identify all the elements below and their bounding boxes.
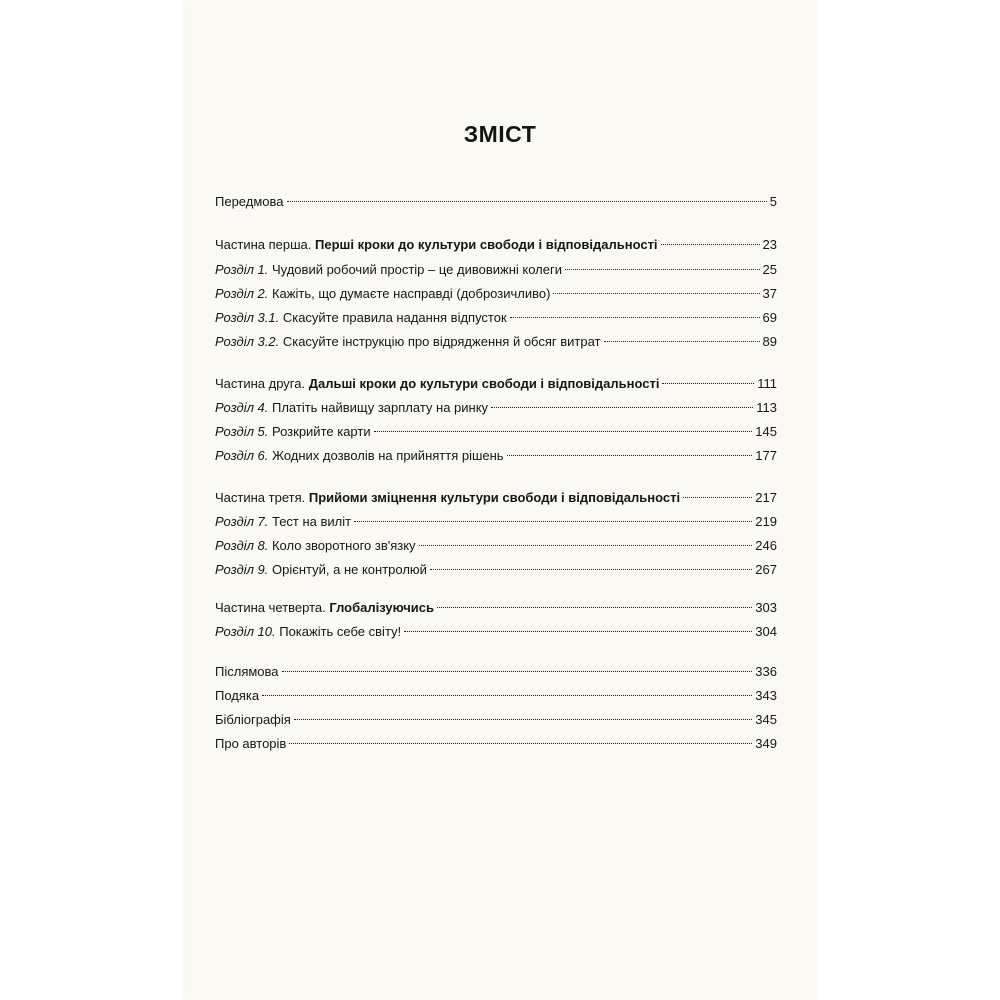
- page-number: 111: [757, 376, 777, 391]
- toc-entry-part-3[interactable]: Частина третя. Прийоми зміцнення культури свободи і відповідальності 217: [215, 490, 777, 505]
- page-number: 25: [762, 262, 777, 277]
- page-number: 304: [755, 624, 777, 639]
- toc-entry-chapter-10[interactable]: Розділ 10. Покажіть себе світу! 304: [215, 624, 777, 639]
- toc-entry-chapter-4[interactable]: Розділ 4. Платіть найвищу зарплату на ринку 113: [215, 400, 777, 415]
- page-title: ЗМІСТ: [463, 121, 537, 147]
- toc-entry-part-4[interactable]: Частина четверта. Глобалізуючись 303: [215, 600, 777, 615]
- page-number: 145: [755, 424, 777, 439]
- page-number: 69: [762, 310, 777, 325]
- toc-entry-chapter-9[interactable]: Розділ 9. Орієнтуй, а не контролюй 267: [215, 562, 777, 577]
- toc-entry-chapter-7[interactable]: Розділ 7. Тест на виліт 219: [215, 514, 777, 529]
- toc-entry-chapter-5[interactable]: Розділ 5. Розкрийте карти 145: [215, 424, 777, 439]
- page-number: 267: [755, 562, 777, 577]
- toc-entry-chapter-2[interactable]: Розділ 2. Кажіть, що думаєте насправді (доброзичливо) 37: [215, 286, 777, 301]
- page-number: 343: [755, 688, 777, 703]
- toc-entry-chapter-3-2[interactable]: Розділ 3.2. Скасуйте інструкцію про відрядження й обсяг витрат 89: [215, 334, 777, 349]
- toc-entry-chapter-1[interactable]: Розділ 1. Чудовий робочий простір – це дивовижні колеги 25: [215, 262, 777, 277]
- toc-entry-acknowledgements[interactable]: Подяка 343: [215, 688, 777, 703]
- page-number: 219: [755, 514, 777, 529]
- page-number: 89: [762, 334, 777, 349]
- page-number: 113: [756, 400, 777, 415]
- page-number: 37: [762, 286, 777, 301]
- page-number: 217: [755, 490, 777, 505]
- page-number: 349: [755, 736, 777, 751]
- toc-entry-afterword[interactable]: Післямова 336: [215, 664, 777, 679]
- toc-entry-chapter-3-1[interactable]: Розділ 3.1. Скасуйте правила надання відпусток 69: [215, 310, 777, 325]
- toc-entry-part-1[interactable]: Частина перша. Перші кроки до культури свободи і відповідальності 23: [215, 237, 777, 252]
- page-number: 303: [755, 600, 777, 615]
- toc-entry-chapter-6[interactable]: Розділ 6. Жодних дозволів на прийняття рішень 177: [215, 448, 777, 463]
- toc-entry-part-2[interactable]: Частина друга. Дальші кроки до культури свободи і відповідальності 111: [215, 376, 777, 391]
- page-number: 345: [755, 712, 777, 727]
- page-number: 5: [769, 194, 777, 209]
- page-number: 336: [755, 664, 777, 679]
- page-number: 23: [762, 237, 777, 252]
- toc-entry-preface[interactable]: Передмова 5: [215, 194, 777, 209]
- toc-entry-about-authors[interactable]: Про авторів 349: [215, 736, 777, 751]
- toc-entry-chapter-8[interactable]: Розділ 8. Коло зворотного зв'язку 246: [215, 538, 777, 553]
- toc-entry-bibliography[interactable]: Бібліографія 345: [215, 712, 777, 727]
- page-number: 246: [755, 538, 777, 553]
- page-number: 177: [755, 448, 777, 463]
